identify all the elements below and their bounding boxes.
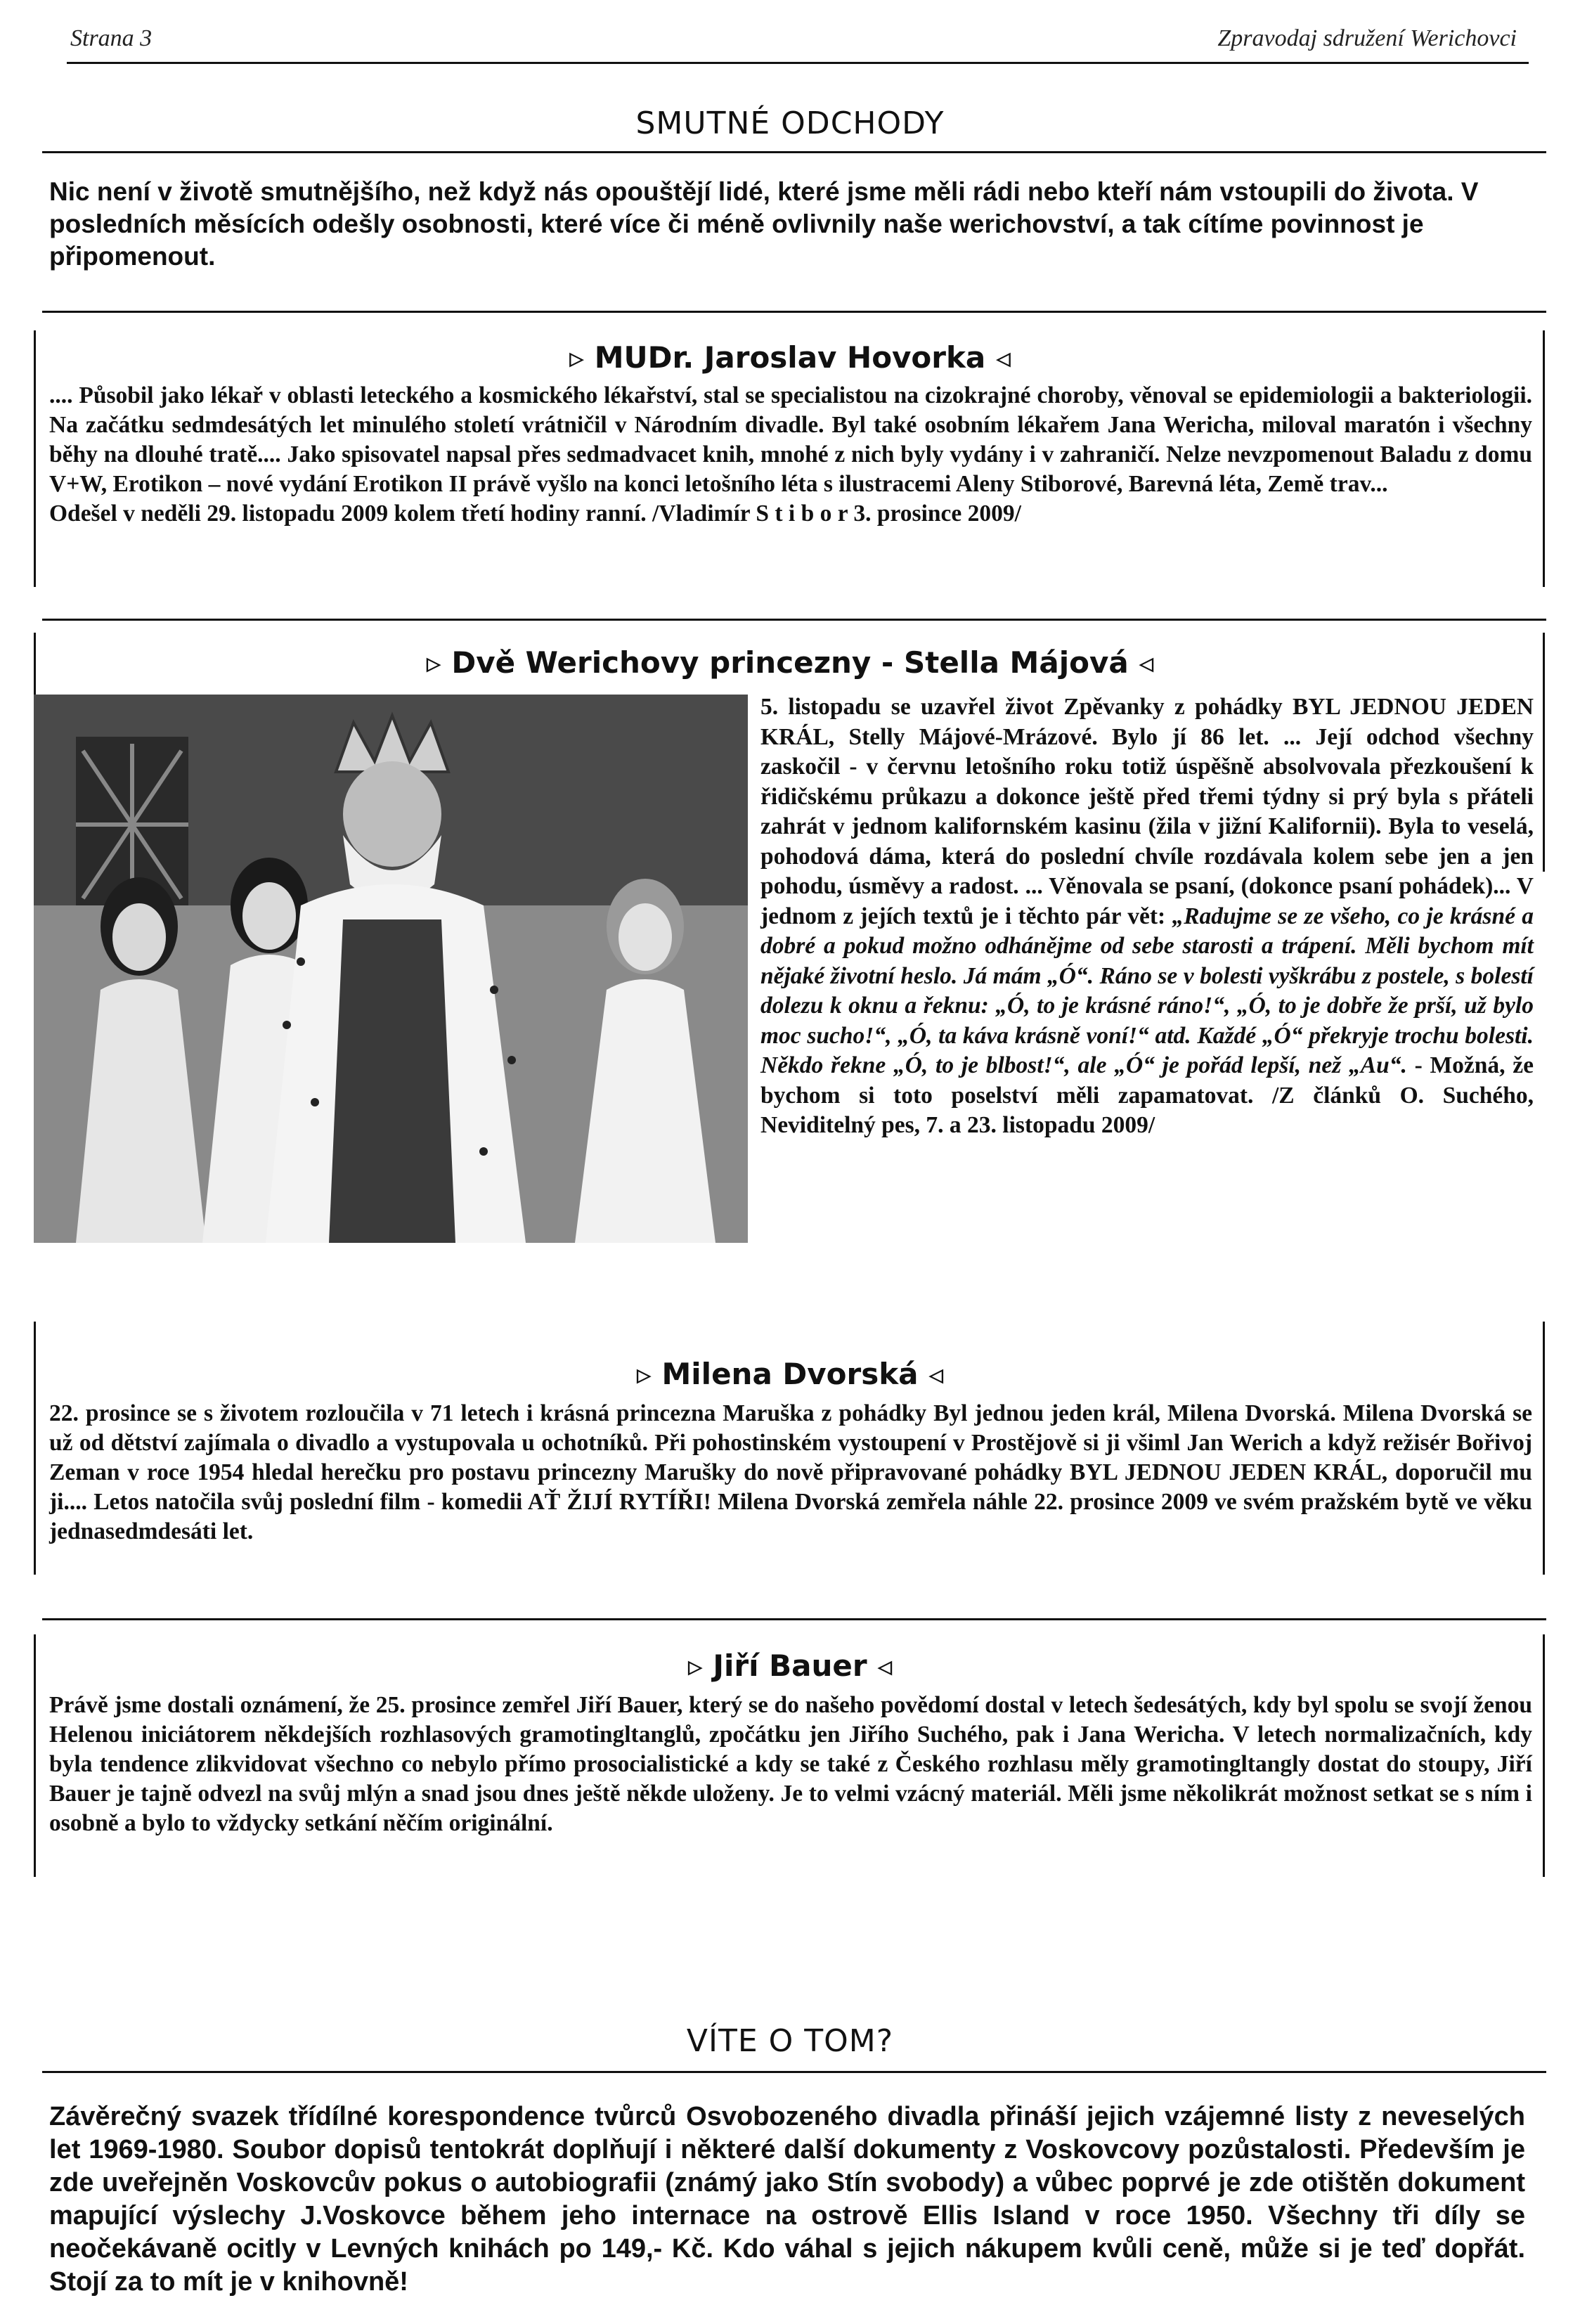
majova-quote: „Radujme se ze všeho, co je krásné a dobré a pokud možno odhánějme od sebe starosti a trápení. Měli bychom mít nějaké životní heslo. Já mám „Ó“. Ráno se v bolesti vyškrábu z postele, s bolestí dolezu k oknu a řeknu: „Ó, to je krásné ráno!“, „Ó, to je dobře že prší, už bylo moc sucho!“, „Ó, ta káva krásně voní!“ atd. Každé „Ó“ překryje trochu bolesti. Někdo řekne „Ó, to je blbost!“, ale „Ó“ je pořád lepší, než „Au“. [760, 903, 1534, 1078]
divider-rule-2 [42, 619, 1546, 621]
vite-body: Závěrečný svazek třídílné korespondence tvůrců Osvobozeného divadla přináší jejich vzájemné listy z neveselých let 1969-1980. Soubor dopisů tentokrát doplňují i některé další dokumenty z Voskovcovy pozůstalosti. Především je zde uveřejněn Voskovcův pokus o autobiografii (známý jako Stín svobody) a vůbec poprvé je zde otištěn dokument mapující výslechy J.Voskovce během jeho internace na ostrově Ellis Island v roce 1950. Všechny tři díly se neočekávaně ocitly v Levných knihách po 149,- Kč. Kdo váhal s jejich nákupem kvůli ceně, může si je teď dopřát. Stojí za to mít je v knihovně! [49, 2102, 1525, 2297]
header-rule [67, 62, 1529, 64]
section-title-smutne-odchody: SMUTNÉ ODCHODY [635, 105, 945, 141]
page-number: Strana 3 [70, 25, 153, 51]
section-title-majova: ▹ Dvě Werichovy princezny - Stella Májová ◃ [426, 645, 1154, 680]
majova-body: 5. listopadu se uzavřel život Zpěvanky z pohádky BYL JEDNOU JEDEN KRÁL, Stelly Májové-Mrázové. Bylo jí 86 let. ... Její odchod všechny zaskočil - v červnu letošního roku totiž úspěšně absolvovala přezkoušení k řidičskému průkazu a dokonce ještě před třemi týdny si prý byla s přáteli zahrát v jednom kalifornském kasinu (žila v jižní Kalifornii). Byla to veselá, pohodová dáma, která do poslední chvíle rozdávala kolem sebe jen a jen pohodu, úsměvy a radost. ... Věnovala se psaní, (dokonce psaní pohádek)... V jednom z jejích textů je i těchto pár vět: [760, 694, 1534, 929]
majova-closing: - Možná, že bychom si toto poselství měli zapamatovat. /Z článků O. Suchého, Neviditelný pes, 7. a 23. listopadu 2009/ [760, 1052, 1534, 1138]
majova-article [760, 692, 1534, 1141]
publication-name: Zpravodaj sdružení Werichovci [1217, 25, 1517, 51]
dvorska-body: 22. prosince se s životem rozloučila v 71 letech i krásná princezna Maruška z pohádky Byl jednou jeden král, Milena Dvorská. Milena Dvorská se už od dětství zajímala o divadlo a vystupovala u ochotníků. Při pohostinském vystoupení v Prostějově si ji všiml Jan Werich a když režisér Bořivoj Zeman v roce 1954 hledal herečku pro postavu princezny Marušky do nově připravované pohádky BYL JEDNOU JEDEN KRÁL, doporučil mu ji.... Letos natočila svůj poslední film - komedii AŤ ŽIJÍ RYTÍŘI! Milena Dvorská zemřela náhle 22. prosince 2009 ve svém pražském bytě ve věku jednasedmdesáti let. [49, 1400, 1532, 1544]
hovorka-article [49, 381, 1532, 529]
divider-rule-3 [42, 1618, 1546, 1620]
section-title-dvorska: ▹ Milena Dvorská ◃ [636, 1357, 944, 1391]
hovorka-body: .... Působil jako lékař v oblasti leteckého a kosmického lékařství, stal se specialistou na cizokrajné choroby, věnoval se epidemiologii a bakteriologii. Na začátku sedmdesátých let minulého století vrátničil v Národním divadle. Byl také osobním lékařem Jana Wericha, miloval maratón i všechny běhy na dlouhé tratě.... Jako spisovatel napsal přes sedmadvacet knih, mnohé z nich byly vydány i v zahraničí. Nelze nevzpomenout Baladu z domu V+W, Erotikon – nové vydání Erotikon II právě vyšlo na konci letošního léta s ilustracemi Aleny Stiborové, Barevná léta, Země trav... [49, 382, 1532, 497]
intro-paragraph: Nic není v životě smutnějšího, než když nás opouštějí lidé, které jsme měli rádi nebo kteří nám vstoupili do života. V posledních měsících odešly osobnosti, které více či méně ovlivnily naše werichovství, a tak cítíme povinnost je připomenout. [49, 177, 1479, 271]
bauer-body: Právě jsme dostali oznámení, že 25. prosince zemřel Jiří Bauer, který se do našeho povědomí dostal v letech šedesátých, kdy byl spolu se svojí ženou Helenou iniciátorem někdejších rozhlasových gramotingltanglů, zpočátku jen Jiřího Suchého, pak i Jana Wericha. V letech normalizačních, kdy byla tendence zlikvidovat všechno co nebylo přímo prosocialistické a kdy se také z Českého rozhlasu měly gramotingltangly dostat do stoupy, Jiří Bauer je tajně odvezl na svůj mlýn a snad jsou dnes ještě někde uloženy. Je to velmi vzácný materiál. Měli jsme několikrát možnost setkat se s ním i osobně a bylo to vždycky setkání něčím originální. [49, 1692, 1532, 1836]
fairy-tale-king-photo [34, 695, 748, 1243]
title-rule [42, 151, 1546, 153]
hovorka-closing: Odešel v neděli 29. listopadu 2009 kolem třetí hodiny ranní. /Vladimír S t i b o r 3. prosince 2009/ [49, 501, 1021, 527]
vite-title-rule [42, 2071, 1546, 2073]
divider-rule [42, 311, 1546, 313]
section-title-bauer: ▹ Jiří Bauer ◃ [687, 1648, 893, 1683]
section-title-hovorka: ▹ MUDr. Jaroslav Hovorka ◃ [569, 340, 1011, 375]
section-title-vite-o-tom: VÍTE O TOM? [686, 2023, 894, 2059]
king-and-princesses-illustration [34, 695, 748, 1243]
